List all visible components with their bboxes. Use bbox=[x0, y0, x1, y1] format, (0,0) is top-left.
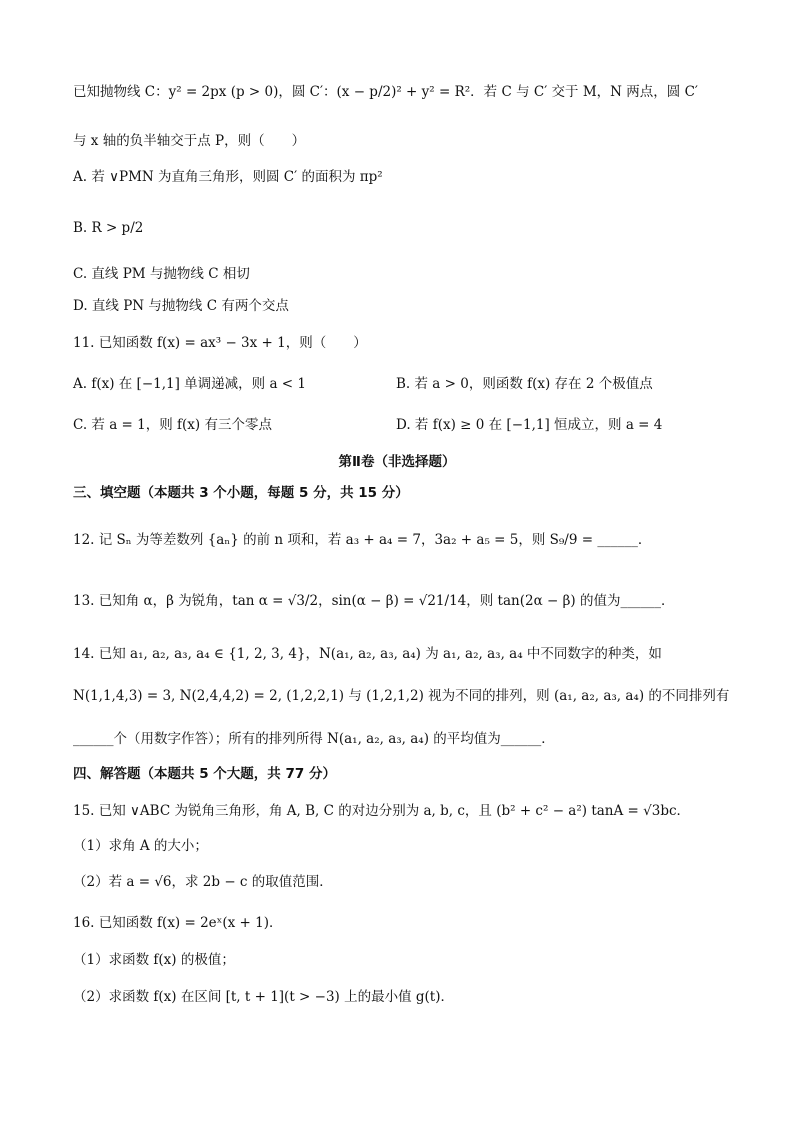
q15-part2: （2）若 a = √6，求 2b − c 的取值范围． bbox=[73, 874, 333, 890]
q11-option-d: D. 若 f(x) ≥ 0 在 [−1,1] 恒成立，则 a = 4 bbox=[396, 417, 663, 433]
q11-stem: 11. 已知函数 f(x) = ax³ − 3x + 1，则（ ） bbox=[73, 335, 367, 351]
q10-option-b: B. R > p/2 bbox=[73, 220, 144, 236]
q14-line2: N(1,1,4,3) = 3, N(2,4,4,2) = 2, (1,2,2,1) 与 (1,2,1,2) 视为不同的排列，则 (a₁, a₂, a₃, a₄) 的不同排列有 bbox=[73, 688, 730, 704]
q10-option-d: D. 直线 PN 与抛物线 C 有两个交点 bbox=[73, 298, 289, 314]
q11-option-c: C. 若 a = 1，则 f(x) 有三个零点 bbox=[73, 417, 272, 433]
q14-line1: 14. 已知 a₁, a₂, a₃, a₄ ∈ {1, 2, 3, 4}，N(a₁, a₂, a₃, a₄) 为 a₁, a₂, a₃, a₄ 中不同数字的种类，如 bbox=[73, 646, 662, 662]
q15-part1: （1）求角 A 的大小； bbox=[73, 838, 208, 854]
section3-title: 三、填空题（本题共 3 个小题，每题 5 分，共 15 分） bbox=[73, 485, 409, 501]
q16-part2: （2）求函数 f(x) 在区间 [t, t + 1](t > −3) 上的最小值 g(t)． bbox=[73, 989, 454, 1005]
q16-part1: （1）求函数 f(x) 的极值； bbox=[73, 952, 235, 968]
q10-stem-line1: 已知抛物线 C：y² = 2px (p > 0)，圆 C′：(x − p/2)² + y² = R²．若 C 与 C′ 交于 M，N 两点，圆 C′ bbox=[73, 84, 698, 100]
part2-title: 第Ⅱ卷（非选择题） bbox=[338, 454, 456, 470]
q10-option-c: C. 直线 PM 与抛物线 C 相切 bbox=[73, 266, 250, 282]
q10-stem-line2: 与 x 轴的负半轴交于点 P，则（ ） bbox=[73, 133, 306, 149]
section4-title: 四、解答题（本题共 5 个大题，共 77 分） bbox=[73, 766, 336, 782]
q14-line3: ______个（用数字作答）；所有的排列所得 N(a₁, a₂, a₃, a₄) 的平均值为______． bbox=[73, 731, 555, 747]
q11-option-a: A. f(x) 在 [−1,1] 单调递减，则 a < 1 bbox=[73, 376, 306, 392]
q13: 13. 已知角 α，β 为锐角，tan α = √3/2，sin(α − β) = √21/14，则 tan(2α − β) 的值为______． bbox=[73, 593, 675, 609]
q15-stem: 15. 已知 ∨ABC 为锐角三角形，角 A, B, C 的对边分别为 a, b, c，且 (b² + c² − a²) tanA = √3bc． bbox=[73, 803, 691, 819]
q11-option-b: B. 若 a > 0，则函数 f(x) 存在 2 个极值点 bbox=[396, 376, 653, 392]
q16-stem: 16. 已知函数 f(x) = 2eˣ(x + 1)． bbox=[73, 915, 283, 931]
q12: 12. 记 Sₙ 为等差数列 {aₙ} 的前 n 项和，若 a₃ + a₄ = 7，3a₂ + a₅ = 5，则 S₉/9 = ______． bbox=[73, 532, 652, 548]
q10-option-a: A. 若 ∨PMN 为直角三角形，则圆 C′ 的面积为 πp² bbox=[73, 169, 383, 185]
